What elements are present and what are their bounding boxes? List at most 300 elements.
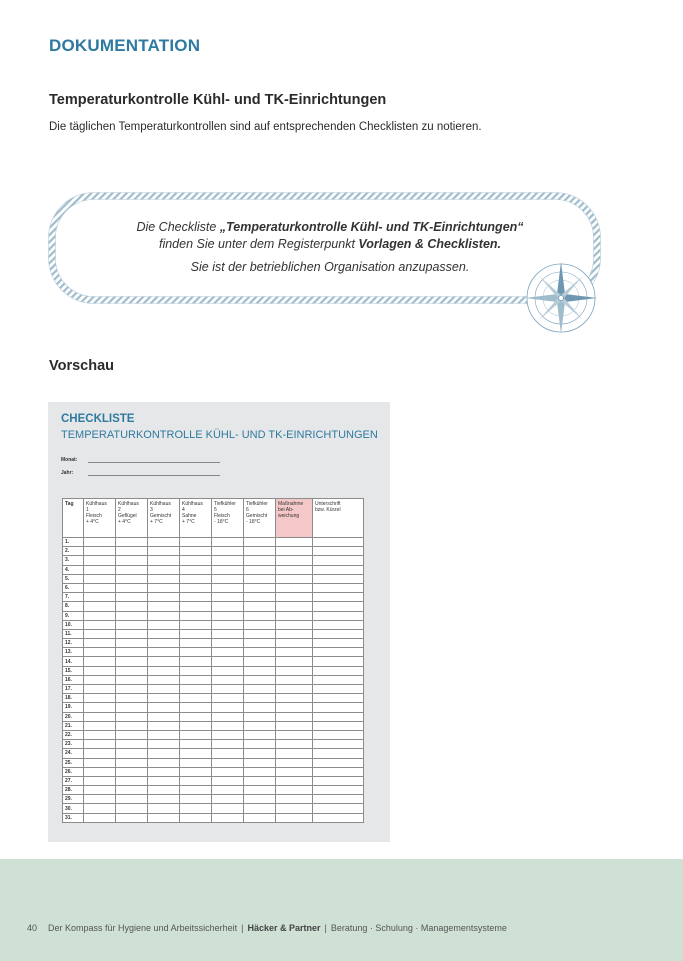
entry-cell [180, 758, 212, 767]
entry-cell [276, 767, 313, 776]
entry-cell [212, 620, 244, 629]
entry-cell [276, 749, 313, 758]
footer-separator: | [324, 923, 327, 933]
entry-cell [244, 556, 276, 565]
callout-line-1-prefix: Die Checkliste [136, 220, 220, 234]
entry-cell [148, 749, 180, 758]
entry-cell [148, 776, 180, 785]
page-footer [0, 859, 683, 961]
callout-frame [0, 0, 683, 340]
entry-cell [313, 611, 364, 620]
entry-cell [180, 740, 212, 749]
entry-cell [276, 730, 313, 739]
entry-cell [212, 648, 244, 657]
section-title: DOKUMENTATION [49, 36, 201, 55]
entry-cell [116, 804, 148, 813]
callout-register-name: Vorlagen & Checklisten. [358, 237, 502, 251]
column-header: Tag [63, 499, 84, 538]
entry-cell [313, 620, 364, 629]
column-header: Unterschrift bzw. Kürzel [313, 499, 364, 538]
entry-cell [84, 721, 116, 730]
entry-cell [180, 767, 212, 776]
entry-cell [180, 556, 212, 565]
entry-cell [84, 547, 116, 556]
entry-cell [212, 813, 244, 822]
entry-cell [148, 547, 180, 556]
entry-cell [148, 675, 180, 684]
entry-cell [116, 583, 148, 592]
entry-cell [244, 593, 276, 602]
table-row [63, 629, 364, 638]
entry-cell [148, 593, 180, 602]
entry-cell [276, 602, 313, 611]
column-header: Kühlhaus 2 Geflügel + 4°C [116, 499, 148, 538]
entry-cell [244, 776, 276, 785]
table-row [63, 593, 364, 602]
day-cell: 18. [63, 694, 84, 703]
entry-cell [116, 776, 148, 785]
entry-cell [244, 703, 276, 712]
entry-cell [244, 629, 276, 638]
entry-cell [276, 538, 313, 547]
entry-cell [116, 574, 148, 583]
entry-cell [84, 776, 116, 785]
entry-cell [84, 657, 116, 666]
day-cell: 29. [63, 795, 84, 804]
entry-cell [180, 583, 212, 592]
entry-cell [116, 685, 148, 694]
callout-box [90, 219, 570, 276]
entry-cell [148, 795, 180, 804]
table-row [63, 703, 364, 712]
entry-cell [212, 786, 244, 795]
day-cell: 27. [63, 776, 84, 785]
table-row [63, 675, 364, 684]
month-label: Monat: [61, 457, 78, 463]
entry-cell [313, 583, 364, 592]
entry-cell [116, 749, 148, 758]
entry-cell [313, 694, 364, 703]
entry-cell [180, 675, 212, 684]
table-row [63, 786, 364, 795]
entry-cell [244, 565, 276, 574]
column-header: Kühlhaus 4 Sahne + 7°C [180, 499, 212, 538]
temperature-intro: Die täglichen Temperaturkontrollen sind auf entsprechenden Checklisten zu notieren. [49, 121, 482, 133]
entry-cell [84, 583, 116, 592]
day-cell: 3. [63, 556, 84, 565]
day-cell: 15. [63, 666, 84, 675]
entry-cell [244, 620, 276, 629]
entry-cell [244, 648, 276, 657]
entry-cell [116, 657, 148, 666]
entry-cell [84, 666, 116, 675]
entry-cell [148, 694, 180, 703]
table-row [63, 813, 364, 822]
table-row [63, 721, 364, 730]
day-cell: 10. [63, 620, 84, 629]
table-row [63, 767, 364, 776]
entry-cell [212, 758, 244, 767]
entry-cell [148, 629, 180, 638]
entry-cell [84, 703, 116, 712]
day-cell: 9. [63, 611, 84, 620]
entry-cell [276, 786, 313, 795]
entry-cell [212, 749, 244, 758]
table-row [63, 749, 364, 758]
entry-cell [244, 786, 276, 795]
table-row [63, 694, 364, 703]
entry-cell [148, 703, 180, 712]
entry-cell [276, 776, 313, 785]
day-cell: 5. [63, 574, 84, 583]
entry-cell [180, 648, 212, 657]
entry-cell [84, 602, 116, 611]
callout-line-2-prefix: finden Sie unter dem Registerpunkt [158, 237, 359, 251]
checklist-table [62, 498, 364, 823]
entry-cell [84, 574, 116, 583]
entry-cell [244, 685, 276, 694]
callout-line-1 [90, 219, 570, 236]
entry-cell [276, 593, 313, 602]
entry-cell [313, 547, 364, 556]
entry-cell [148, 666, 180, 675]
entry-cell [84, 730, 116, 739]
entry-cell [313, 657, 364, 666]
book-title: Der Kompass für Hygiene und Arbeitssicherheit [48, 923, 238, 933]
entry-cell [84, 685, 116, 694]
entry-cell [244, 611, 276, 620]
entry-cell [148, 730, 180, 739]
entry-cell [148, 767, 180, 776]
entry-cell [84, 786, 116, 795]
company-services: Beratung · Schulung · Managementsysteme [330, 923, 507, 933]
entry-cell [116, 611, 148, 620]
entry-cell [212, 685, 244, 694]
entry-cell [84, 740, 116, 749]
entry-cell [180, 804, 212, 813]
entry-cell [244, 675, 276, 684]
entry-cell [212, 730, 244, 739]
table-row [63, 583, 364, 592]
day-cell: 8. [63, 602, 84, 611]
day-cell: 14. [63, 657, 84, 666]
entry-cell [148, 565, 180, 574]
entry-cell [313, 675, 364, 684]
entry-cell [244, 740, 276, 749]
day-cell: 30. [63, 804, 84, 813]
table-row [63, 556, 364, 565]
entry-cell [276, 712, 313, 721]
entry-cell [276, 629, 313, 638]
table-row [63, 712, 364, 721]
entry-cell [180, 776, 212, 785]
entry-cell [313, 666, 364, 675]
table-row [63, 620, 364, 629]
entry-cell [148, 758, 180, 767]
day-cell: 23. [63, 740, 84, 749]
entry-cell [148, 620, 180, 629]
entry-cell [313, 602, 364, 611]
table-row [63, 639, 364, 648]
entry-cell [276, 685, 313, 694]
table-row [63, 795, 364, 804]
table-row [63, 804, 364, 813]
day-cell: 7. [63, 593, 84, 602]
entry-cell [116, 629, 148, 638]
entry-cell [212, 639, 244, 648]
entry-cell [313, 538, 364, 547]
entry-cell [313, 639, 364, 648]
entry-cell [276, 611, 313, 620]
entry-cell [116, 694, 148, 703]
entry-cell [313, 813, 364, 822]
table-row [63, 574, 364, 583]
table-row [63, 657, 364, 666]
day-cell: 1. [63, 538, 84, 547]
entry-cell [148, 602, 180, 611]
footer-separator: | [241, 923, 244, 933]
entry-cell [148, 538, 180, 547]
table-row [63, 685, 364, 694]
entry-cell [276, 813, 313, 822]
column-header: Tiefkühler 5 Fleisch - 18°C [212, 499, 244, 538]
entry-cell [148, 804, 180, 813]
entry-cell [116, 675, 148, 684]
checklist-preview [48, 402, 390, 842]
entry-cell [84, 758, 116, 767]
entry-cell [180, 730, 212, 739]
year-label: Jahr: [61, 470, 74, 476]
table-header-row [63, 499, 364, 538]
entry-cell [276, 666, 313, 675]
entry-cell [180, 703, 212, 712]
entry-cell [313, 593, 364, 602]
entry-cell [116, 648, 148, 657]
entry-cell [180, 813, 212, 822]
entry-cell [212, 666, 244, 675]
entry-cell [116, 666, 148, 675]
entry-cell [116, 538, 148, 547]
entry-cell [212, 721, 244, 730]
day-cell: 4. [63, 565, 84, 574]
entry-cell [116, 620, 148, 629]
table-row [63, 547, 364, 556]
entry-cell [276, 804, 313, 813]
entry-cell [244, 583, 276, 592]
entry-cell [148, 611, 180, 620]
entry-cell [313, 629, 364, 638]
day-cell: 21. [63, 721, 84, 730]
entry-cell [244, 795, 276, 804]
entry-cell [84, 565, 116, 574]
entry-cell [313, 749, 364, 758]
table-row [63, 776, 364, 785]
entry-cell [148, 740, 180, 749]
entry-cell [244, 758, 276, 767]
entry-cell [276, 639, 313, 648]
page-number: 40 [27, 923, 38, 933]
entry-cell [313, 685, 364, 694]
entry-cell [313, 776, 364, 785]
entry-cell [313, 648, 364, 657]
entry-cell [276, 657, 313, 666]
entry-cell [244, 602, 276, 611]
entry-cell [116, 786, 148, 795]
entry-cell [313, 565, 364, 574]
entry-cell [212, 703, 244, 712]
entry-cell [313, 730, 364, 739]
entry-cell [244, 694, 276, 703]
day-cell: 17. [63, 685, 84, 694]
temperature-heading: Temperaturkontrolle Kühl- und TK-Einrichtungen [49, 92, 387, 108]
entry-cell [148, 556, 180, 565]
entry-cell [276, 565, 313, 574]
entry-cell [84, 675, 116, 684]
entry-cell [116, 565, 148, 574]
entry-cell [116, 767, 148, 776]
entry-cell [212, 804, 244, 813]
entry-cell [212, 712, 244, 721]
entry-cell [276, 795, 313, 804]
entry-cell [276, 620, 313, 629]
entry-cell [180, 786, 212, 795]
entry-cell [212, 694, 244, 703]
entry-cell [276, 547, 313, 556]
entry-cell [148, 574, 180, 583]
entry-cell [180, 721, 212, 730]
table-row [63, 666, 364, 675]
day-cell: 20. [63, 712, 84, 721]
entry-cell [313, 721, 364, 730]
day-cell: 26. [63, 767, 84, 776]
entry-cell [180, 538, 212, 547]
entry-cell [84, 712, 116, 721]
callout-checklist-name: „Temperaturkontrolle Kühl- und TK-Einrichtungen“ [219, 220, 524, 234]
table-row [63, 730, 364, 739]
day-cell: 13. [63, 648, 84, 657]
entry-cell [84, 593, 116, 602]
entry-cell [116, 593, 148, 602]
entry-cell [180, 547, 212, 556]
year-line [88, 475, 220, 476]
column-header: Kühlhaus 3 Gemischt + 7°C [148, 499, 180, 538]
table-row [63, 565, 364, 574]
entry-cell [212, 556, 244, 565]
entry-cell [180, 639, 212, 648]
entry-cell [84, 629, 116, 638]
entry-cell [180, 666, 212, 675]
entry-cell [148, 648, 180, 657]
entry-cell [148, 712, 180, 721]
day-cell: 12. [63, 639, 84, 648]
entry-cell [116, 556, 148, 565]
entry-cell [276, 740, 313, 749]
table-row [63, 602, 364, 611]
day-cell: 2. [63, 547, 84, 556]
entry-cell [244, 767, 276, 776]
entry-cell [212, 776, 244, 785]
entry-cell [116, 795, 148, 804]
entry-cell [180, 749, 212, 758]
entry-cell [313, 556, 364, 565]
month-line [88, 462, 220, 463]
entry-cell [313, 758, 364, 767]
entry-cell [313, 786, 364, 795]
entry-cell [180, 611, 212, 620]
entry-cell [148, 583, 180, 592]
table-row [63, 758, 364, 767]
entry-cell [116, 730, 148, 739]
preview-heading: Vorschau [49, 358, 115, 374]
entry-cell [244, 749, 276, 758]
entry-cell [212, 675, 244, 684]
entry-cell [313, 574, 364, 583]
entry-cell [180, 657, 212, 666]
entry-cell [244, 538, 276, 547]
entry-cell [84, 556, 116, 565]
entry-cell [116, 740, 148, 749]
day-cell: 19. [63, 703, 84, 712]
callout-line-3: Sie ist der betrieblichen Organisation anzupassen. [190, 260, 470, 274]
entry-cell [148, 657, 180, 666]
entry-cell [180, 629, 212, 638]
entry-cell [244, 712, 276, 721]
entry-cell [116, 639, 148, 648]
entry-cell [116, 547, 148, 556]
entry-cell [212, 740, 244, 749]
checklist-subtitle: TEMPERATURKONTROLLE KÜHL- UND TK-EINRICHTUNGEN [61, 429, 378, 441]
entry-cell [84, 813, 116, 822]
entry-cell [116, 602, 148, 611]
table-row [63, 740, 364, 749]
entry-cell [244, 657, 276, 666]
entry-cell [84, 611, 116, 620]
footer-text [27, 923, 507, 933]
entry-cell [84, 639, 116, 648]
entry-cell [180, 694, 212, 703]
entry-cell [313, 712, 364, 721]
entry-cell [212, 657, 244, 666]
entry-cell [212, 611, 244, 620]
entry-cell [84, 694, 116, 703]
entry-cell [84, 620, 116, 629]
entry-cell [180, 565, 212, 574]
entry-cell [313, 804, 364, 813]
entry-cell [276, 758, 313, 767]
day-cell: 31. [63, 813, 84, 822]
entry-cell [116, 721, 148, 730]
entry-cell [313, 740, 364, 749]
entry-cell [276, 648, 313, 657]
day-cell: 28. [63, 786, 84, 795]
day-cell: 16. [63, 675, 84, 684]
entry-cell [244, 804, 276, 813]
entry-cell [212, 574, 244, 583]
entry-cell [212, 547, 244, 556]
entry-cell [276, 574, 313, 583]
entry-cell [180, 685, 212, 694]
callout-line-2 [90, 236, 570, 253]
entry-cell [276, 675, 313, 684]
entry-cell [148, 813, 180, 822]
entry-cell [84, 804, 116, 813]
entry-cell [244, 730, 276, 739]
entry-cell [276, 556, 313, 565]
entry-cell [212, 602, 244, 611]
entry-cell [244, 547, 276, 556]
entry-cell [276, 583, 313, 592]
column-header: Tiefkühler 6 Gemischt - 18°C [244, 499, 276, 538]
